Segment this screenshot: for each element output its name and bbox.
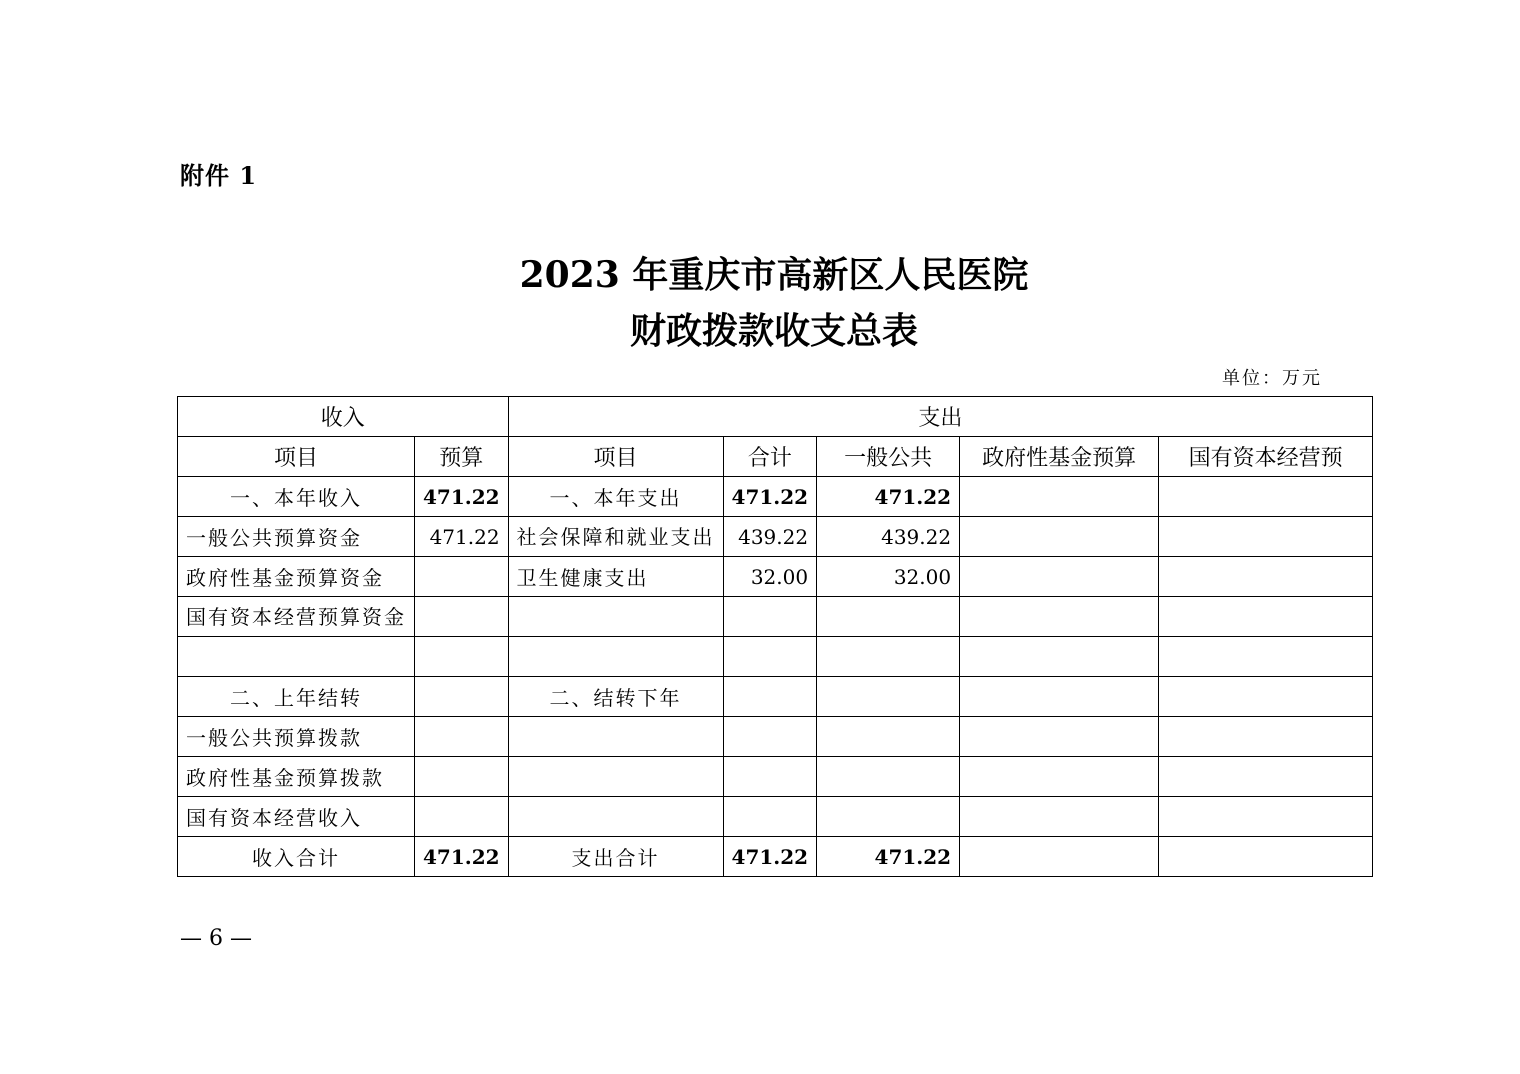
exp-gov-fund-cell <box>960 637 1159 677</box>
table-row <box>178 677 1373 717</box>
income-budget-cell: 471.22 <box>415 477 509 517</box>
income-item-cell: 二、上年结转 <box>178 677 415 717</box>
exp-item-cell <box>508 597 723 637</box>
table-row <box>178 517 1373 557</box>
exp-total-cell <box>723 757 817 797</box>
income-budget-cell <box>415 677 509 717</box>
exp-item-cell: 二、结转下年 <box>508 677 723 717</box>
header-expenditure: 支出 <box>508 397 1373 437</box>
exp-gov-fund-cell <box>960 837 1159 877</box>
header-total: 合计 <box>723 437 817 477</box>
income-budget-cell <box>415 757 509 797</box>
attachment-label: 附件 1 <box>180 161 258 190</box>
exp-item-cell <box>508 717 723 757</box>
exp-item-cell <box>508 757 723 797</box>
exp-gov-fund-cell <box>960 557 1159 597</box>
exp-general-cell: 471.22 <box>817 837 960 877</box>
exp-gov-fund-cell <box>960 677 1159 717</box>
table-row <box>178 797 1373 837</box>
header-general-public: 一般公共 <box>817 437 960 477</box>
exp-item-cell: 卫生健康支出 <box>508 557 723 597</box>
income-budget-cell <box>415 557 509 597</box>
income-item-cell <box>178 637 415 677</box>
exp-general-cell <box>817 637 960 677</box>
exp-state-capital-cell <box>1159 717 1373 757</box>
income-item-cell: 收入合计 <box>178 837 415 877</box>
exp-state-capital-cell <box>1159 557 1373 597</box>
income-item-cell: 一、本年收入 <box>178 477 415 517</box>
table-header-row-1 <box>178 397 1373 437</box>
exp-general-cell <box>817 797 960 837</box>
exp-gov-fund-cell <box>960 477 1159 517</box>
exp-general-cell: 32.00 <box>817 557 960 597</box>
page-number: — 6 — <box>180 926 252 951</box>
income-item-cell: 国有资本经营预算资金 <box>178 597 415 637</box>
exp-total-cell <box>723 717 817 757</box>
table-row <box>178 757 1373 797</box>
exp-state-capital-cell <box>1159 517 1373 557</box>
income-item-cell: 一般公共预算资金 <box>178 517 415 557</box>
exp-total-cell <box>723 797 817 837</box>
exp-total-cell: 471.22 <box>723 837 817 877</box>
table-row <box>178 637 1373 677</box>
income-item-cell: 国有资本经营收入 <box>178 797 415 837</box>
exp-gov-fund-cell <box>960 597 1159 637</box>
exp-general-cell <box>817 677 960 717</box>
income-budget-cell <box>415 717 509 757</box>
exp-gov-fund-cell <box>960 717 1159 757</box>
exp-state-capital-cell <box>1159 637 1373 677</box>
exp-total-cell: 471.22 <box>723 477 817 517</box>
exp-general-cell <box>817 717 960 757</box>
exp-general-cell <box>817 757 960 797</box>
income-budget-cell: 471.22 <box>415 517 509 557</box>
exp-total-cell <box>723 677 817 717</box>
exp-general-cell: 471.22 <box>817 477 960 517</box>
exp-state-capital-cell <box>1159 677 1373 717</box>
page-title-line1: 2023 年重庆市高新区人民医院 <box>519 254 1029 296</box>
income-budget-cell <box>415 637 509 677</box>
exp-gov-fund-cell <box>960 797 1159 837</box>
exp-state-capital-cell <box>1159 597 1373 637</box>
table-row <box>178 557 1373 597</box>
exp-total-cell <box>723 637 817 677</box>
table-row <box>178 717 1373 757</box>
income-item-cell: 政府性基金预算资金 <box>178 557 415 597</box>
exp-state-capital-cell <box>1159 757 1373 797</box>
income-budget-cell <box>415 797 509 837</box>
header-income: 收入 <box>178 397 509 437</box>
exp-state-capital-cell <box>1159 797 1373 837</box>
exp-total-cell <box>723 597 817 637</box>
exp-gov-fund-cell <box>960 517 1159 557</box>
exp-general-cell: 439.22 <box>817 517 960 557</box>
page-title-line2: 财政拨款收支总表 <box>629 310 918 352</box>
income-budget-cell <box>415 597 509 637</box>
exp-item-cell: 支出合计 <box>508 837 723 877</box>
header-state-capital: 国有资本经营预 <box>1159 437 1373 477</box>
fiscal-summary-table <box>177 396 1373 877</box>
exp-state-capital-cell <box>1159 477 1373 517</box>
income-item-cell: 政府性基金预算拨款 <box>178 757 415 797</box>
income-item-cell: 一般公共预算拨款 <box>178 717 415 757</box>
table-row <box>178 837 1373 877</box>
unit-label: 单位：万元 <box>1222 368 1322 389</box>
table-row <box>178 477 1373 517</box>
header-exp-item: 项目 <box>508 437 723 477</box>
exp-item-cell: 一、本年支出 <box>508 477 723 517</box>
exp-item-cell: 社会保障和就业支出 <box>508 517 723 557</box>
header-income-item: 项目 <box>178 437 415 477</box>
exp-total-cell: 32.00 <box>723 557 817 597</box>
header-budget: 预算 <box>415 437 509 477</box>
income-budget-cell: 471.22 <box>415 837 509 877</box>
exp-gov-fund-cell <box>960 757 1159 797</box>
exp-state-capital-cell <box>1159 837 1373 877</box>
table-row <box>178 597 1373 637</box>
header-gov-fund: 政府性基金预算 <box>960 437 1159 477</box>
exp-total-cell: 439.22 <box>723 517 817 557</box>
exp-general-cell <box>817 597 960 637</box>
table-header-row-2 <box>178 437 1373 477</box>
exp-item-cell <box>508 637 723 677</box>
exp-item-cell <box>508 797 723 837</box>
